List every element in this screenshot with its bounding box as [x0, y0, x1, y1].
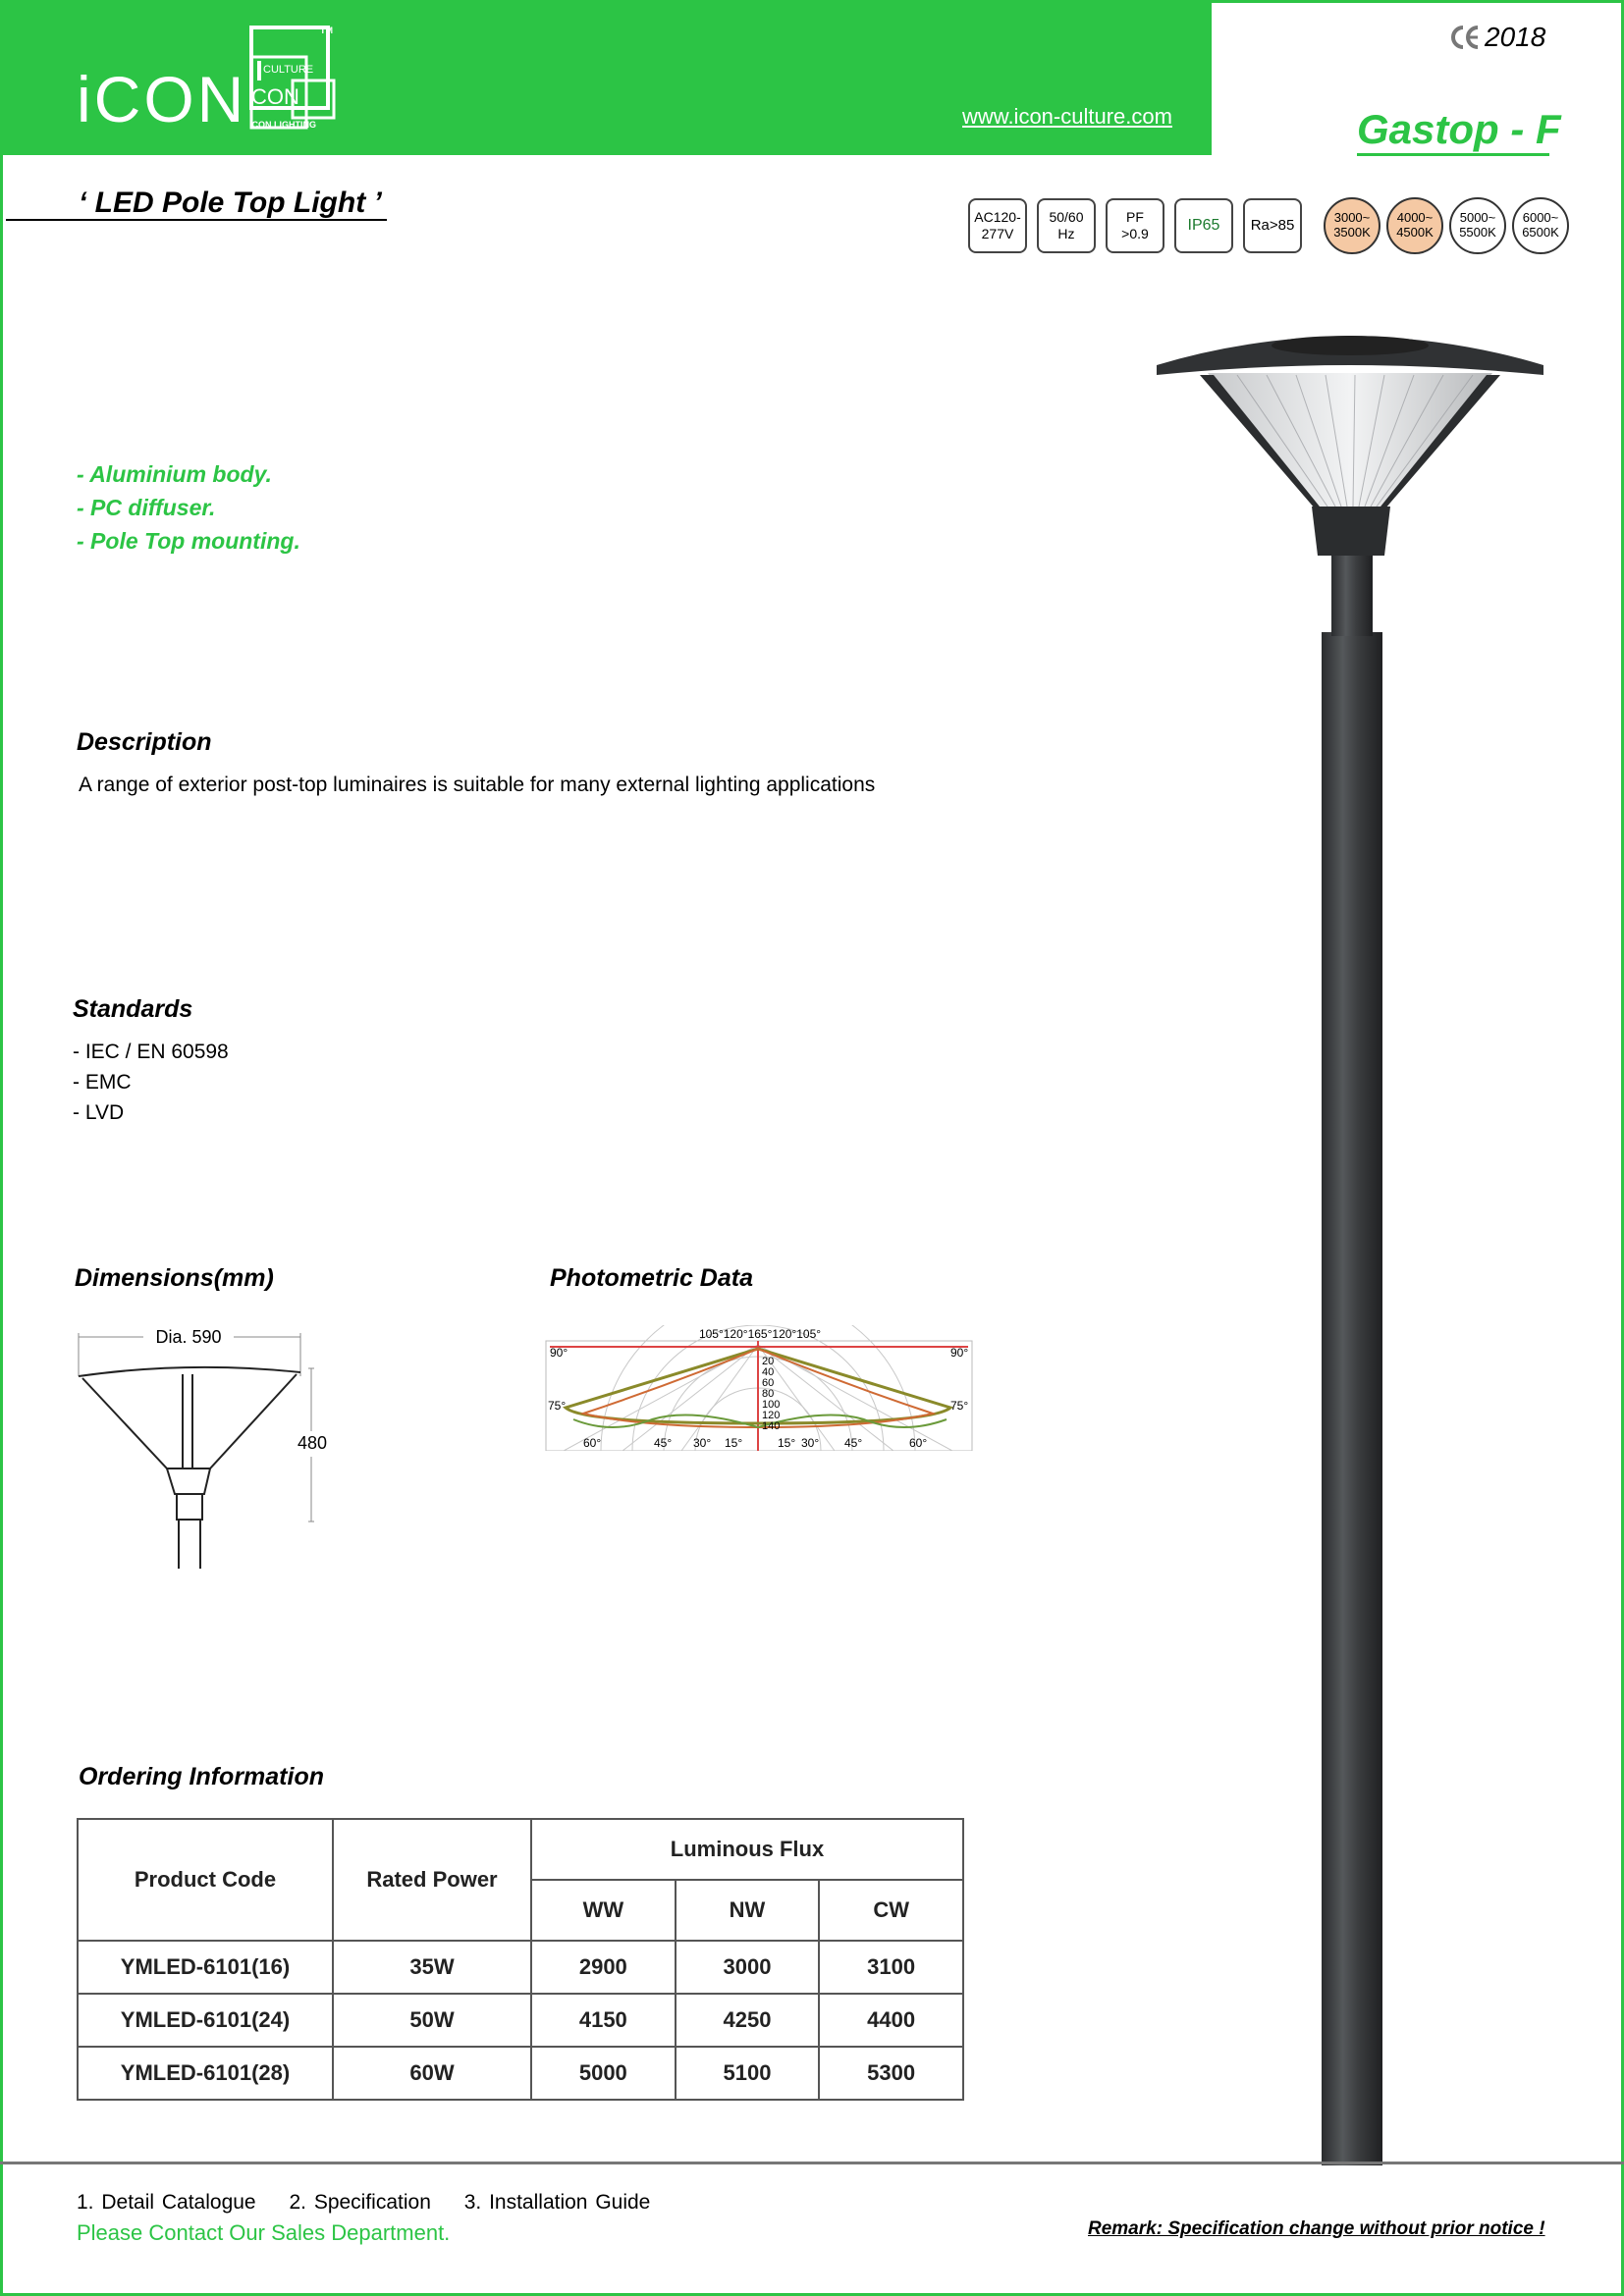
icon-logo	[245, 22, 344, 132]
power-factor-badge: PF >0.9	[1106, 198, 1164, 253]
header-ww: WW	[531, 1880, 676, 1941]
dimension-diameter-label: Dia. 590	[155, 1327, 222, 1347]
standard-item: - LVD	[73, 1101, 125, 1124]
dimension-height-label: 480	[297, 1433, 328, 1453]
dimensions-title: Dimensions(mm)	[75, 1264, 274, 1292]
cell-cw: 3100	[819, 1941, 963, 1994]
brand-name: iCON	[77, 63, 247, 135]
table-row	[78, 1941, 963, 1994]
cell-product-code: YMLED-6101(16)	[78, 1941, 333, 1994]
cell-cw: 5300	[819, 2047, 963, 2100]
logo-text-culture: CULTURE	[263, 64, 314, 76]
header-product-code: Product Code	[78, 1819, 333, 1941]
model-underline	[1357, 153, 1549, 156]
website-link[interactable]: www.icon-culture.com	[962, 104, 1172, 129]
feature-item: - PC diffuser.	[77, 495, 216, 520]
table-row	[78, 1994, 963, 2047]
cell-rated-power: 60W	[333, 2047, 531, 2100]
photometric-bottom-label: 30°	[693, 1436, 712, 1450]
spec-badges	[968, 197, 1569, 254]
photometric-bottom-label: 60°	[909, 1436, 928, 1450]
photometric-side-angle-right: 75°	[950, 1399, 969, 1413]
photometric-scale-label: 40	[762, 1366, 775, 1378]
ce-mark-icon	[1449, 25, 1481, 50]
cell-nw: 4250	[676, 1994, 820, 2047]
footer-links	[77, 2191, 676, 2215]
product-subtitle: ‘ LED Pole Top Light ’	[79, 187, 382, 219]
cell-rated-power: 50W	[333, 1994, 531, 2047]
feature-list	[77, 457, 300, 558]
cct-badge-5000k: 5000~ 5500K	[1449, 197, 1506, 254]
photometric-scale-label: 20	[762, 1356, 775, 1367]
photometric-scale-label: 80	[762, 1388, 775, 1400]
model-name: Gastop - F	[1357, 106, 1561, 152]
photometric-bottom-label: 45°	[844, 1436, 863, 1450]
cell-cw: 4400	[819, 1994, 963, 2047]
frequency-badge: 50/60 Hz	[1037, 198, 1096, 253]
cell-nw: 5100	[676, 2047, 820, 2100]
cell-ww: 2900	[531, 1941, 676, 1994]
standard-item: - EMC	[73, 1071, 132, 1094]
photometric-bottom-label: 45°	[654, 1436, 673, 1450]
detail-catalogue-link[interactable]: 1. Detail Catalogue	[77, 2191, 256, 2214]
cri-badge: Ra>85	[1243, 198, 1302, 253]
photometric-scale-label: 60	[762, 1377, 775, 1389]
standards-list	[73, 1037, 229, 1128]
cell-product-code: YMLED-6101(28)	[78, 2047, 333, 2100]
photometric-bottom-label: 15°	[725, 1436, 743, 1450]
photometric-diagram	[544, 1325, 976, 1451]
feature-item: - Aluminium body.	[77, 461, 272, 487]
header-rated-power: Rated Power	[333, 1819, 531, 1941]
standard-item: - IEC / EN 60598	[73, 1041, 229, 1063]
footer-divider	[0, 2162, 1624, 2164]
cell-product-code: YMLED-6101(24)	[78, 1994, 333, 2047]
cct-badge-3000k: 3000~ 3500K	[1324, 197, 1380, 254]
voltage-badge: AC120- 277V	[968, 198, 1027, 253]
dimension-drawing	[73, 1321, 338, 1576]
cell-nw: 3000	[676, 1941, 820, 1994]
ordering-table	[77, 1818, 964, 2101]
ordering-title: Ordering Information	[79, 1763, 324, 1790]
logo-caption: ICON LIGHTING	[249, 120, 316, 130]
photometric-scale-label: 100	[762, 1399, 781, 1411]
cct-badge-4000k: 4000~ 4500K	[1386, 197, 1443, 254]
table-row	[78, 2047, 963, 2100]
cct-badges	[1324, 197, 1569, 254]
header-cw: CW	[819, 1880, 963, 1941]
remark-note: Remark: Specification change without prior notice !	[1088, 2218, 1545, 2239]
photometric-bottom-label: 15°	[778, 1436, 796, 1450]
photometric-bottom-label: 60°	[583, 1436, 602, 1450]
contact-note: Please Contact Our Sales Department.	[77, 2220, 451, 2245]
photometric-top-labels: 105°120°165°120°105°	[698, 1327, 822, 1341]
photometric-side-angle-left: 75°	[548, 1399, 567, 1413]
description-title: Description	[77, 728, 212, 756]
header-luminous-flux: Luminous Flux	[531, 1819, 963, 1880]
product-image	[1149, 324, 1561, 2165]
cct-badge-6000k: 6000~ 6500K	[1512, 197, 1569, 254]
standards-title: Standards	[73, 995, 193, 1023]
feature-item: - Pole Top mounting.	[77, 528, 300, 554]
photometric-scale-label: 120	[762, 1410, 781, 1421]
header-nw: NW	[676, 1880, 820, 1941]
subtitle-underline	[6, 219, 387, 221]
photometric-left-angle: 90°	[550, 1346, 568, 1360]
cell-rated-power: 35W	[333, 1941, 531, 1994]
ce-year: 2018	[1485, 22, 1546, 52]
installation-guide-link[interactable]: 3. Installation Guide	[463, 2191, 651, 2214]
cell-ww: 4150	[531, 1994, 676, 2047]
logo-text-con: CON	[251, 84, 299, 109]
logo-tm: TM	[320, 26, 333, 35]
photometric-bottom-label: 30°	[801, 1436, 820, 1450]
ip-rating-badge: IP65	[1174, 198, 1233, 253]
description-body: A range of exterior post-top luminaires is suitable for many external lighting applications	[79, 774, 876, 796]
photometric-right-angle: 90°	[950, 1346, 969, 1360]
photometric-title: Photometric Data	[550, 1264, 753, 1292]
table-header-row	[78, 1819, 963, 1880]
photometric-scale-label: 140	[762, 1420, 781, 1432]
cell-ww: 5000	[531, 2047, 676, 2100]
specification-link[interactable]: 2. Specification	[289, 2191, 431, 2214]
